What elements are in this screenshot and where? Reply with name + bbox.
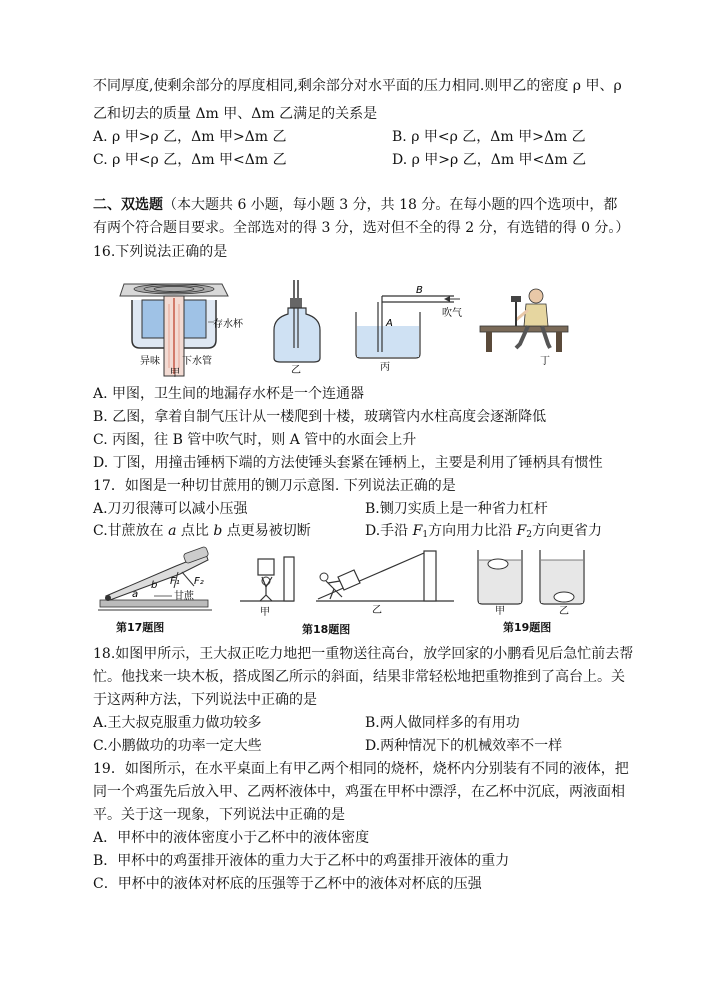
fig17-label-b: b [151,580,158,591]
q16-figure-jia [120,278,243,379]
q17-option-c-point-a: a [168,523,177,539]
fig19-label-yi: 乙 [559,606,569,617]
fig17-label-f2: F₂ [194,576,204,587]
q15-option-c: C. ρ 甲<ρ 乙，Δm 甲<Δm 乙 [93,152,287,168]
q17-option-c-post: 点更易被切断 [222,523,311,539]
q17-option-d-sub1: 1 [422,530,429,540]
q17-option-c-mid: 点比 [176,523,214,539]
q18-option-d: D.两种情况下的机械效率不一样 [365,738,563,754]
q16-option-a: A. 甲图，卫生间的地漏存水杯是一个连通器 [93,386,365,402]
label-tube-b: B [416,285,423,296]
q16-figure-ding [478,286,573,371]
q16-figure-yi [270,278,330,376]
q17-option-d-pre: D.手沿 [365,523,413,539]
q18-stem-line1: 18.如图甲所示，王大叔正吃力地把一重物送往高台，放学回家的小鹏看见后急忙前去帮 [93,646,634,662]
label-storage-cup: 存水杯 [213,319,243,330]
fig17-label-f1: F₁ [170,576,180,587]
q19-option-c: C．甲杯中的液体对杯底的压强等于乙杯中的液体对杯底的压强 [93,876,482,892]
q15-option-b: B. ρ 甲<ρ 乙，Δm 甲>Δm 乙 [392,129,586,145]
fig17-guillotine [96,548,221,614]
q17-option-b: B.铡刀实质上是一种省力杠杆 [365,501,548,517]
section2-desc-line1: （本大题共 6 小题，每小题 3 分，共 18 分。在每小题的四个选项中，都 [163,197,618,213]
q17-option-d [365,522,602,544]
q18-option-b: B.两人做同样多的有用功 [365,715,520,731]
q17-stem: 17．如图是一种切甘蔗用的铡刀示意图. 下列说法正确的是 [93,478,456,494]
label-bing: 丙 [380,362,390,373]
q15-stem-line1: 不同厚度,使剩余部分的厚度相同,剩余部分对水平面的压力相同.则甲乙的密度 ρ 甲、ρ [93,78,622,94]
q16-option-b: B. 乙图，拿着自制气压计从一楼爬到十楼，玻璃管内水柱高度会逐渐降低 [93,409,547,425]
q17-option-d-f1: F [412,523,423,539]
q16-figure-bing [350,282,475,372]
fig19-label-jia: 甲 [495,606,505,617]
label-tube-a: A [386,318,393,329]
q17-option-d-sub2: 2 [526,530,532,540]
fig17-caption: 第17题图 [116,621,165,634]
fig19-caption: 第19题图 [503,621,552,634]
q16-option-c: C. 丙图，往 B 管中吹气时，则 A 管中的水面会上升 [93,432,417,448]
q17-option-a: A.刀刃很薄可以减小压强 [93,501,248,517]
q16-option-d: D. 丁图，用撞击锤柄下端的方法使锤头套紧在锤柄上，主要是利用了锤柄具有惯性 [93,455,603,471]
section2-header [93,196,617,214]
q19-stem-line3: 平。关于这一现象，下列说法中正确的是 [93,807,345,823]
q19-option-b: B．甲杯中的鸡蛋排开液体的重力大于乙杯中的鸡蛋排开液体的重力 [93,853,510,869]
label-drain-pipe: 下水管 [182,356,212,367]
q17-option-c [93,522,311,540]
q17-option-c-pre: C.甘蔗放在 [93,523,169,539]
fig17-label-a: a [132,589,139,600]
fig18-label-jia: 甲 [260,607,270,618]
q17-option-d-f2: F [516,523,527,539]
q18-stem-line3: 于这两种方法，下列说法中正确的是 [93,692,317,708]
q19-stem-line2: 同一个鸡蛋先后放入甲、乙两杯液体中，鸡蛋在甲杯中漂浮，在乙杯中沉底，两液面相 [93,784,625,800]
q15-stem-line2: 乙和切去的质量 Δm 甲、Δm 乙满足的关系是 [93,106,378,122]
q19-stem-line1: 19．如图所示，在水平桌面上有甲乙两个相同的烧杯，烧杯内分别装有不同的液体，把 [93,761,629,777]
q15-option-a: A. ρ 甲>ρ 乙，Δm 甲>Δm 乙 [93,129,287,145]
fig17-label-cane: 甘蔗 [174,591,194,602]
q17-option-c-point-b: b [213,523,223,539]
q18-option-a: A.王大叔克服重力做功较多 [93,715,262,731]
label-jia: 甲 [170,368,180,379]
fig18-lifting-incline [238,547,460,619]
label-smell: 异味 [140,356,160,367]
label-yi: 乙 [291,365,301,376]
section2-title: 二、双选题 [93,197,163,213]
q19-option-a: A．甲杯中的液体密度小于乙杯中的液体密度 [93,830,370,846]
section2-desc-line2: 有两个符合题目要求。全部选对的得 3 分，选对但不全的得 2 分，有选错的得 0 分。） [93,220,630,236]
q15-option-d: D. ρ 甲>ρ 乙，Δm 甲<Δm 乙 [392,152,587,168]
q17-option-d-mid: 方向用力比沿 [428,523,517,539]
q17-option-d-post: 方向更省力 [532,523,602,539]
label-ding: 丁 [540,356,550,367]
fig18-caption: 第18题图 [302,623,351,636]
fig19-beakers [474,548,594,616]
q18-stem-line2: 忙。他找来一块木板，搭成图乙所示的斜面，结果非常轻松地把重物推到了高台上。关 [93,669,625,685]
q18-option-c: C.小鹏做功的功率一定大些 [93,738,262,754]
label-blow: 吹气 [442,308,462,319]
q16-stem: 16.下列说法正确的是 [93,244,228,260]
fig18-label-yi: 乙 [372,605,382,616]
